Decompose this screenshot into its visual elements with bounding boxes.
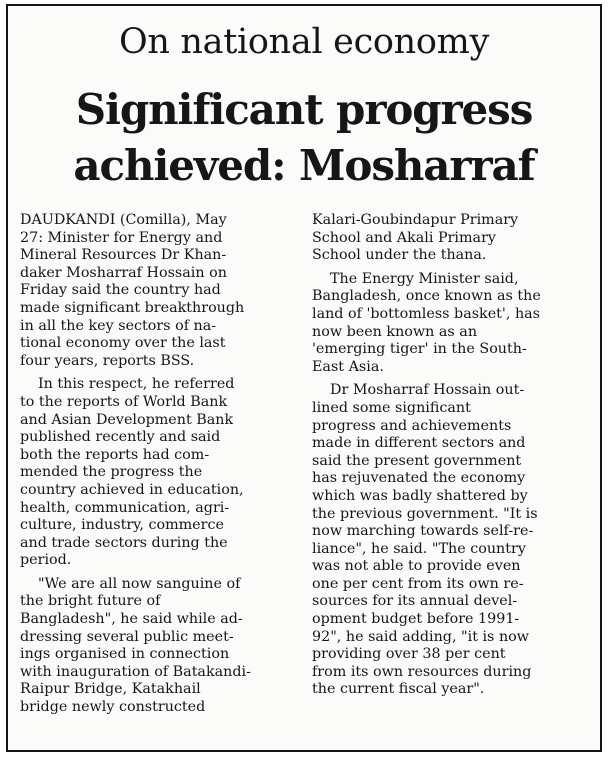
text-line: the previous government. "It is <box>312 505 538 522</box>
text-line: bridge newly constructed <box>20 699 206 716</box>
text-line: which was badly shattered by <box>312 487 528 504</box>
text-line: DAUDKANDI (Comilla), May <box>20 212 227 228</box>
text-line: School and Akali Primary <box>312 229 496 246</box>
text-line: one per cent from its own re- <box>312 575 524 592</box>
text-line: period. <box>20 552 72 569</box>
text-line: 92", he said adding, "it is now <box>312 628 529 645</box>
kicker: On national economy <box>118 22 490 62</box>
text-line: "We are all now sanguine of <box>38 575 241 592</box>
text-line: land of 'bottomless basket', has <box>312 305 541 322</box>
text-line: East Asia. <box>312 358 384 375</box>
text-line: mended the progress the <box>20 464 203 481</box>
paragraph <box>312 212 588 265</box>
text-line: Kalari-Goubindapur Primary <box>312 212 519 228</box>
text-line: culture, industry, commerce <box>20 517 224 534</box>
headline-line: Significant progress <box>75 85 533 134</box>
article-column-right <box>312 212 588 705</box>
text-line: 27: Minister for Energy and <box>20 229 223 246</box>
headline-line: achieved: Mosharraf <box>73 141 535 190</box>
text-line: both the reports had com- <box>20 446 210 463</box>
text-line: to the reports of World Bank <box>20 393 228 410</box>
paragraph <box>312 271 588 377</box>
text-line: has rejuvenated the economy <box>312 470 526 487</box>
text-line: with inauguration of Batakandi- <box>20 663 251 680</box>
text-line: and trade sectors during the <box>20 534 228 551</box>
text-line: The Energy Minister said, <box>330 270 519 287</box>
article-column-left <box>20 212 296 723</box>
text-line: lined some significant <box>312 399 471 416</box>
text-line: four years, reports BSS. <box>20 352 195 369</box>
text-line: Dr Mosharraf Hossain out- <box>330 382 525 399</box>
text-line: dressing several public meet- <box>20 628 234 645</box>
text-line: providing over 38 per cent <box>312 646 506 663</box>
text-line: now been known as an <box>312 323 478 340</box>
paragraph <box>20 576 296 717</box>
text-line: said the present government <box>312 452 522 469</box>
text-line: the bright future of <box>20 593 161 610</box>
text-line: made significant breakthrough <box>20 299 245 316</box>
headline <box>8 82 600 194</box>
text-line: made in different sectors and <box>312 435 526 452</box>
paragraph <box>312 382 588 699</box>
text-line: from its own resources during <box>312 663 532 680</box>
text-line: daker Mosharraf Hossain on <box>20 264 227 281</box>
text-line: Raipur Bridge, Katakhail <box>20 681 201 698</box>
text-line: tional economy over the last <box>20 335 226 352</box>
text-line: was not able to provide even <box>312 558 521 575</box>
text-line: opment budget before 1991- <box>312 611 520 628</box>
text-line: and Asian Development Bank <box>20 411 234 428</box>
text-line: the current fiscal year". <box>312 681 485 698</box>
text-line: country achieved in education, <box>20 481 244 498</box>
text-line: liance", he said. "The country <box>312 540 526 557</box>
text-line: in all the key sectors of na- <box>20 317 217 334</box>
newspaper-clipping <box>6 4 602 752</box>
text-line: published recently and said <box>20 429 221 446</box>
text-line: In this respect, he referred <box>38 376 235 393</box>
paragraph <box>20 212 296 370</box>
text-line: 'emerging tiger' in the South- <box>312 341 527 358</box>
text-line: progress and achievements <box>312 417 512 434</box>
paragraph <box>20 376 296 570</box>
text-line: now marching towards self-re- <box>312 523 534 540</box>
text-line: Bangladesh, once known as the <box>312 288 541 305</box>
text-line: health, communication, agri- <box>20 499 230 516</box>
text-line: Mineral Resources Dr Khan- <box>20 247 227 264</box>
text-line: Bangladesh", he said while ad- <box>20 611 243 628</box>
text-line: sources for its annual devel- <box>312 593 518 610</box>
text-line: Friday said the country had <box>20 282 221 299</box>
text-line: ings organised in connection <box>20 646 230 663</box>
text-line: School under the thana. <box>312 247 487 264</box>
